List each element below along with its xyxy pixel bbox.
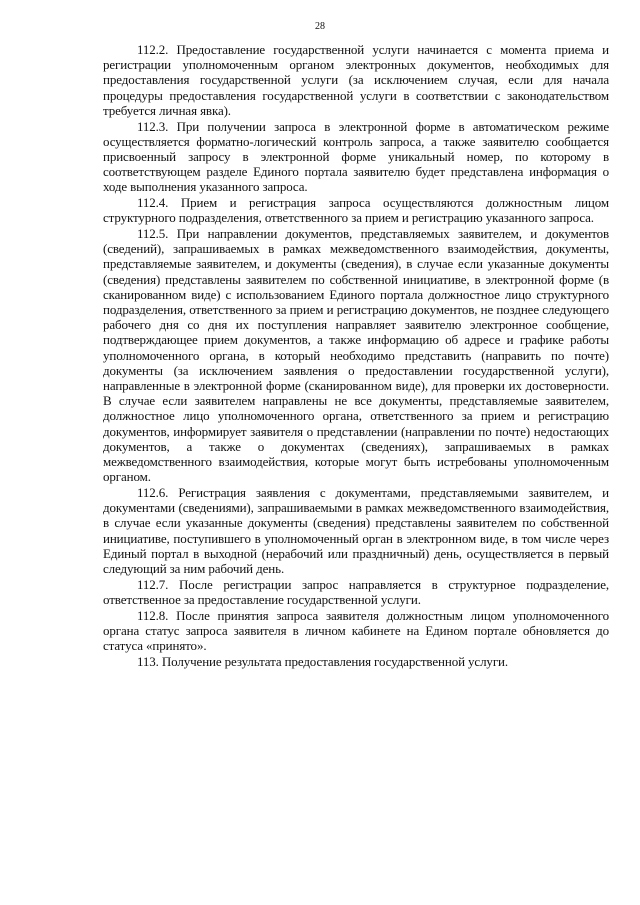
paragraph-112-7: 112.7. После регистрации запрос направляется в структурное подразделение, ответственное за предоставление государственной услуги.	[103, 576, 609, 607]
paragraph-112-5: 112.5. При направлении документов, представляемых заявителем, и документов (сведений), запрашиваемых в рамках межведомственного взаимодействия, документы, представляемые заявителем, и документы (сведения), в случае если указанные документы (сведения) представлены заявителем по собственной инициативе, в электронной форме (в сканированном виде) с использованием Единого портала должностное лицо структурного подразделения, ответственного за прием и регистрацию документов, не позднее следующего рабочего дня со дня их поступления направляет заявителю электронное сообщение, подтверждающее прием документов, а также информацию об адресе и графике работы уполномоченного органа, в который необходимо представить (направить по почте) документы (за исключением заявления о предоставлении государственной услуги), направленные в электронной форме (сканированном виде), для проверки их достоверности. В случае если заявителем направлены не все документы, представляемые заявителем, должностное лицо уполномоченного органа, ответственного за прием и регистрацию документов, информирует заявителя о представлении (направлении по почте) недостающих документов, а также о документах (сведениях), запрашиваемых в рамках межведомственного взаимодействия, которые могут быть истребованы уполномоченным органом.	[103, 225, 609, 485]
document-body	[103, 42, 609, 669]
page-number: 28	[315, 21, 325, 32]
paragraph-112-6: 112.6. Регистрация заявления с документами, представляемыми заявителем, и документами (сведениями), запрашиваемыми в рамках межведомственного взаимодействия, в случае если указанные документы (сведения) представлены заявителем по собственной инициативе, поступившего в уполномоченный орган в электронном виде, в том числе через Единый портал в выходной (нерабочий или праздничный) день, осуществляется в первый следующий за ним рабочий день.	[103, 484, 609, 576]
paragraph-112-8: 112.8. После принятия запроса заявителя должностным лицом уполномоченного органа статус запроса заявителя в личном кабинете на Едином портале обновляется до статуса «принято».	[103, 607, 609, 653]
paragraph-112-4: 112.4. Прием и регистрация запроса осуществляются должностным лицом структурного подразделения, ответственного за прием и регистрацию указанного запроса.	[103, 195, 609, 226]
paragraph-112-2: 112.2. Предоставление государственной услуги начинается с момента приема и регистрации уполномоченным органом электронных документов, необходимых для предоставления государственной услуги (за исключением случая, если для начала процедуры предоставления государственной услуги в соответствии с законодательством требуется личная явка).	[103, 42, 609, 118]
paragraph-113: 113. Получение результата предоставления государственной услуги.	[137, 653, 508, 669]
paragraph-112-3: 112.3. При получении запроса в электронной форме в автоматическом режиме осуществляется форматно-логический контроль запроса, а также заявителю сообщается присвоенный запросу в электронной форме уникальный номер, по которому в соответствующем разделе Единого портала заявителю будет представлена информация о ходе выполнения указанного запроса.	[103, 118, 609, 195]
